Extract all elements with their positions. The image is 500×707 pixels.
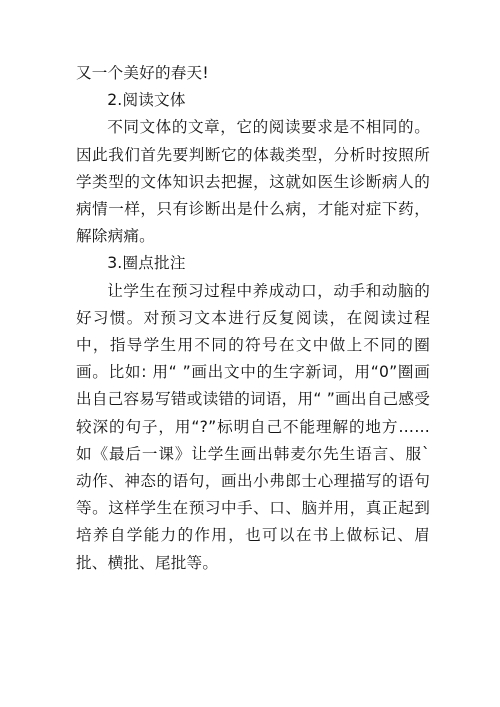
paragraph-genre-requirements: 不同文体的文章，它的阅读要求是不相同的。因此我们首先要判断它的体裁类型，分析时按照所学类型的文体知识去把握，这就如医生诊断病人的病情一样，只有诊断出是什么病，才能对症下药，解除病痛。: [76, 118, 430, 246]
section-heading-reading-genre: 2.阅读文体: [107, 91, 186, 110]
paragraph-closing-line: 又一个美好的春天!: [76, 64, 209, 82]
section-heading-annotation: 3.圈点批注: [107, 254, 186, 273]
document-body: [76, 60, 430, 577]
paragraph-annotation-method: 让学生在预习过程中养成动口，动手和动脑的好习惯。对预习文本进行反复阅读，在阅读过程中，指导学生用不同的符号在文中做上不同的圈画。比如: 用“ ”画出文中的生字新词，用“0”圈画出自己容易写错或读错的词语，用“ ”画出自己感受较深的句子，用“?”标明自己不能理解的地方……如《最后一课》让学生画出韩麦尔先生语言、服`动作、神态的语句，画出小弗郎士心理描写的语句等。这样学生在预习中手、口、脑并用，真正起到培养自学能力的作用，也可以在书上做标记、眉批、横批、尾批等。: [76, 281, 430, 572]
